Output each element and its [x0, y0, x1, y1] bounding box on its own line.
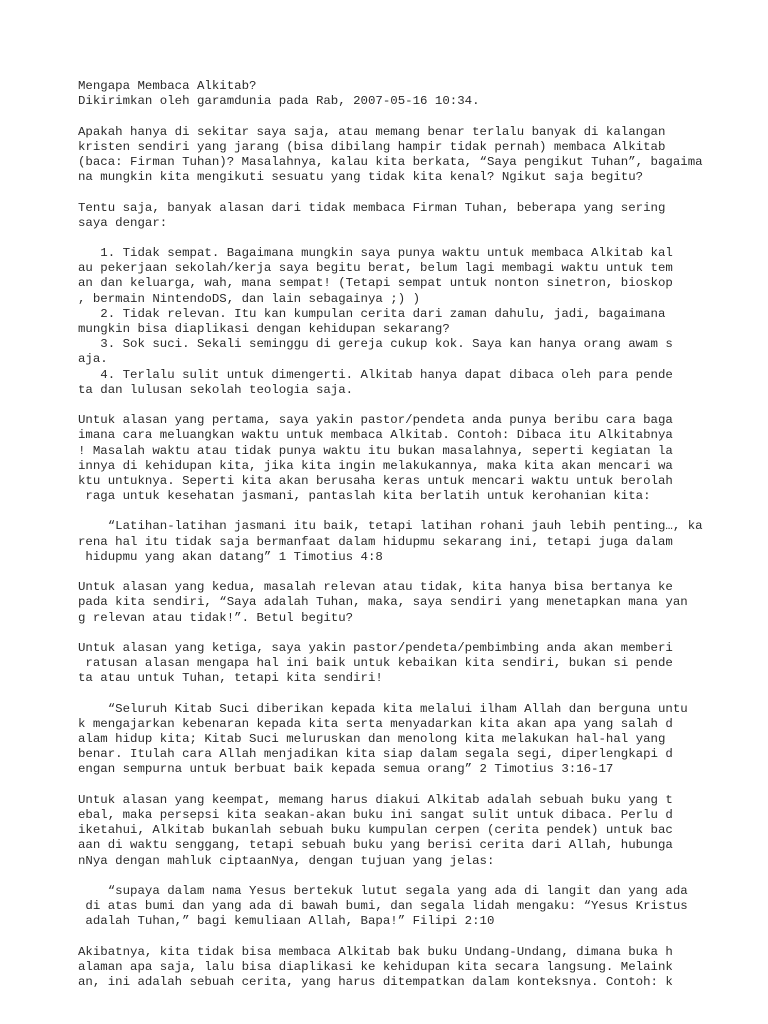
text-line: na mungkin kita mengikuti sesuatu yang tidak kita kenal? Ngikut saja begitu?: [78, 170, 644, 185]
blank-line: [78, 109, 728, 124]
text-line: alam hidup kita; Kitab Suci meluruskan dan menolong kita melakukan hal-hal yang: [78, 732, 666, 747]
text-line: ta dan lulusan sekolah teologia saja.: [78, 382, 354, 397]
blank-line: [78, 398, 728, 413]
text-line: nNya dengan mahluk ciptaanNya, dengan tujuan yang jelas:: [78, 853, 495, 868]
document-title: Mengapa Membaca Alkitab?: [78, 79, 257, 93]
text-line: alaman apa saja, lalu bisa diaplikasi ke kehidupan kita secara langsung. Melaink: [78, 959, 673, 974]
blank-line: [78, 504, 728, 519]
text-line: aja.: [78, 352, 108, 367]
text-line: ebal, maka persepsi kita seakan-akan buku ini sangat sulit untuk dibaca. Perlu d: [78, 808, 673, 822]
text-line: engan sempurna untuk berbuat baik kepada semua orang” 2 Timotius 3:16-17: [78, 762, 614, 777]
blank-line: [78, 185, 728, 200]
text-line: au pekerjaan sekolah/kerja saya begitu berat, belum lagi membagi waktu untuk tem: [78, 261, 673, 276]
text-line: raga untuk kesehatan jasmani, pantaslah kita berlatih untuk kerohanian kita:: [78, 489, 651, 504]
text-line: “Seluruh Kitab Suci diberikan kepada kita melalui ilham Allah dan berguna untu: [78, 701, 688, 716]
document-byline: Dikirimkan oleh garamdunia pada Rab, 2007-05-16 10:34.: [78, 94, 480, 109]
text-line: Akibatnya, kita tidak bisa membaca Alkitab bak buku Undang-Undang, dimana buka h: [78, 944, 673, 959]
text-line: iketahui, Alkitab bukanlah sebuah buku kumpulan cerpen (cerita pendek) untuk bac: [78, 823, 673, 838]
blank-line: [78, 869, 728, 884]
text-line: , bermain NintendoDS, dan lain sebagainya ;) ): [78, 291, 421, 306]
text-line: 2. Tidak relevan. Itu kan kumpulan cerita dari zaman dahulu, jadi, bagaimana: [78, 306, 666, 321]
text-line: Untuk alasan yang keempat, memang harus diakui Alkitab adalah sebuah buku yang t: [78, 792, 673, 807]
text-line: mungkin bisa diaplikasi dengan kehidupan sekarang?: [78, 322, 450, 336]
text-line: Apakah hanya di sekitar saya saja, atau memang benar terlalu banyak di kalangan: [78, 124, 666, 139]
text-line: pada kita sendiri, “Saya adalah Tuhan, maka, saya sendiri yang menetapkan mana yan: [78, 595, 688, 610]
text-line: 4. Terlalu sulit untuk dimengerti. Alkitab hanya dapat dibaca oleh para pende: [78, 367, 673, 382]
blank-line: [78, 231, 728, 246]
text-line: adalah Tuhan,” bagi kemuliaan Allah, Bapa!” Filipi 2:10: [78, 914, 495, 929]
text-line: Untuk alasan yang ketiga, saya yakin pastor/pendeta/pembimbing anda akan memberi: [78, 640, 673, 655]
text-line: 3. Sok suci. Sekali seminggu di gereja cukup kok. Saya kan hanya orang awam s: [78, 337, 673, 352]
document-body: [78, 79, 728, 990]
text-line: ratusan alasan mengapa hal ini baik untuk kebaikan kita sendiri, bukan si pende: [78, 656, 673, 671]
text-line: Untuk alasan yang pertama, saya yakin pastor/pendeta anda punya beribu cara baga: [78, 413, 673, 428]
blank-line: [78, 565, 728, 580]
text-line: di atas bumi dan yang ada di bawah bumi, dan segala lidah mengaku: “Yesus Kristus: [78, 899, 688, 914]
text-line: aan di waktu senggang, tetapi sebuah buku yang berisi cerita dari Allah, hubunga: [78, 838, 673, 853]
text-line: kristen sendiri yang jarang (bisa dibilang hampir tidak pernah) membaca Alkitab: [78, 139, 666, 154]
text-line: “supaya dalam nama Yesus bertekuk lutut segala yang ada di langit dan yang ada: [78, 883, 688, 898]
text-line: saya dengar:: [78, 215, 168, 230]
blank-line: [78, 778, 728, 793]
text-line: ta atau untuk Tuhan, tetapi kita sendiri!: [78, 671, 383, 686]
text-line: g relevan atau tidak!”. Betul begitu?: [78, 610, 354, 625]
text-line: (baca: Firman Tuhan)? Masalahnya, kalau kita berkata, “Saya pengikut Tuhan”, bagaima: [78, 154, 703, 169]
text-line: k mengajarkan kebenaran kepada kita serta menyadarkan kita akan apa yang salah d: [78, 716, 673, 731]
blank-line: [78, 626, 728, 641]
text-line: “Latihan-latihan jasmani itu baik, tetapi latihan rohani jauh lebih penting…, ka: [78, 519, 703, 534]
text-line: an, ini adalah sebuah cerita, yang harus ditempatkan dalam konteksnya. Contoh: k: [78, 975, 673, 990]
text-line: hidupmu yang akan datang” 1 Timotius 4:8: [78, 549, 383, 564]
text-line: 1. Tidak sempat. Bagaimana mungkin saya punya waktu untuk membaca Alkitab kal: [78, 246, 673, 261]
blank-line: [78, 930, 728, 945]
text-line: ktu untuknya. Seperti kita akan berusaha keras untuk mencari waktu untuk berolah: [78, 473, 673, 488]
text-line: rena hal itu tidak saja bermanfaat dalam hidupmu sekarang ini, tetapi juga dalam: [78, 534, 673, 549]
text-line: benar. Itulah cara Allah menjadikan kita siap dalam segala segi, diperlengkapi d: [78, 747, 673, 762]
blank-line: [78, 687, 728, 702]
text-line: imana cara meluangkan waktu untuk membaca Alkitab. Contoh: Dibaca itu Alkitabnya: [78, 428, 673, 443]
text-line: ! Masalah waktu atau tidak punya waktu itu bukan masalahnya, seperti kegiatan la: [78, 443, 673, 458]
text-line: Tentu saja, banyak alasan dari tidak membaca Firman Tuhan, beberapa yang sering: [78, 200, 666, 215]
text-line: an dan keluarga, wah, mana sempat! (Tetapi sempat untuk nonton sinetron, bioskop: [78, 276, 673, 291]
text-line: Untuk alasan yang kedua, masalah relevan atau tidak, kita hanya bisa bertanya ke: [78, 580, 673, 595]
text-line: innya di kehidupan kita, jika kita ingin melakukannya, maka kita akan mencari wa: [78, 458, 673, 473]
